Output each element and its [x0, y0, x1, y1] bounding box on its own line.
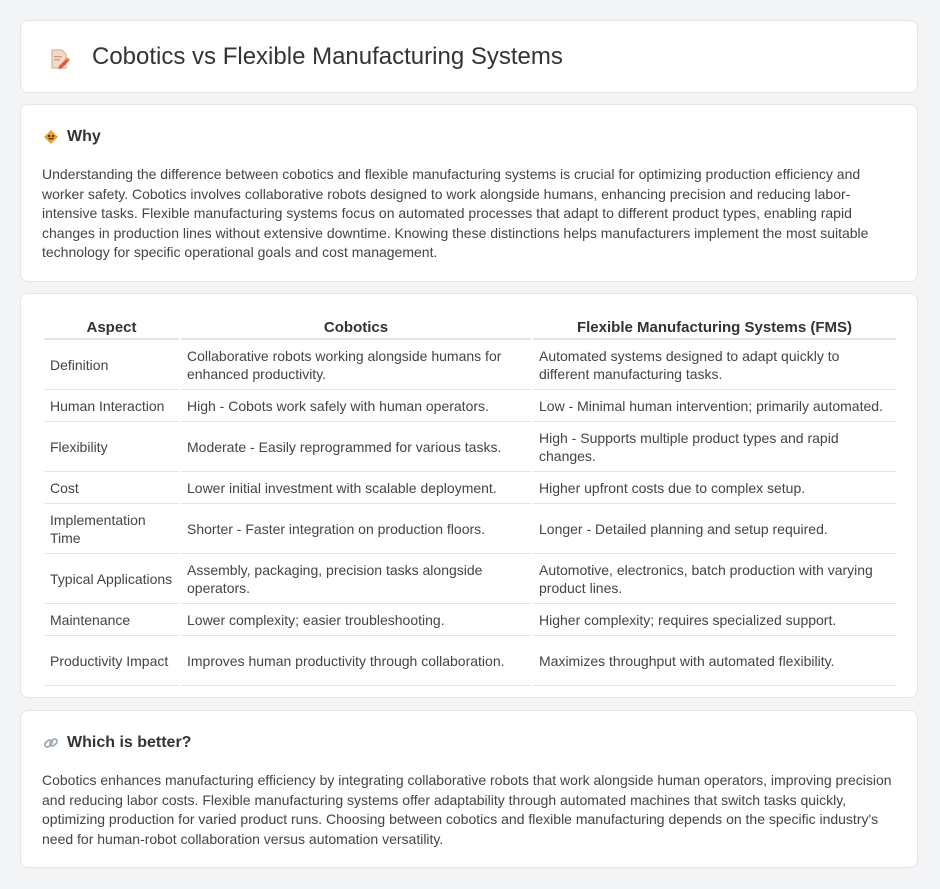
aspect-cell: Typical Applications — [44, 554, 179, 604]
comparison-table — [42, 316, 898, 686]
better-title: Which is better? — [67, 734, 192, 751]
page-title: Cobotics vs Flexible Manufacturing Systems — [92, 43, 563, 70]
fms-cell: Higher complexity; requires specialized support. — [533, 604, 896, 636]
title-card — [20, 20, 918, 93]
header-fms: Flexible Manufacturing Systems (FMS) — [533, 316, 896, 340]
fms-cell: Automotive, electronics, batch production with varying product lines. — [533, 554, 896, 604]
table-row — [44, 422, 896, 472]
why-section — [20, 104, 918, 282]
cobotics-cell: Shorter - Faster integration on production floors. — [181, 504, 531, 554]
cobotics-cell: Collaborative robots working alongside humans for enhanced productivity. — [181, 340, 531, 390]
better-heading — [43, 734, 191, 752]
table-row — [44, 604, 896, 636]
table-row — [44, 636, 896, 686]
aspect-cell: Implementation Time — [44, 504, 179, 554]
fms-cell: Higher upfront costs due to complex setup. — [533, 472, 896, 504]
table-row — [44, 340, 896, 390]
aspect-cell: Maintenance — [44, 604, 179, 636]
header-aspect: Aspect — [44, 316, 179, 340]
diamond-sign-icon — [43, 129, 59, 145]
cobotics-cell: Moderate - Easily reprogrammed for various tasks. — [181, 422, 531, 472]
aspect-cell: Cost — [44, 472, 179, 504]
why-title: Why — [67, 128, 101, 145]
fms-cell: Longer - Detailed planning and setup required. — [533, 504, 896, 554]
table-header-row — [44, 316, 896, 340]
aspect-cell: Definition — [44, 340, 179, 390]
table-row — [44, 504, 896, 554]
aspect-cell: Productivity Impact — [44, 636, 179, 686]
table-row — [44, 390, 896, 422]
fms-cell: Automated systems designed to adapt quickly to different manufacturing tasks. — [533, 340, 896, 390]
table-row — [44, 472, 896, 504]
fms-cell: Maximizes throughput with automated flexibility. — [533, 636, 896, 686]
cobotics-cell: Lower complexity; easier troubleshooting. — [181, 604, 531, 636]
fms-cell: Low - Minimal human intervention; primarily automated. — [533, 390, 896, 422]
comparison-section — [20, 293, 918, 698]
aspect-cell: Human Interaction — [44, 390, 179, 422]
link-icon — [43, 735, 59, 751]
table-row — [44, 554, 896, 604]
why-text: Understanding the difference between cobotics and flexible manufacturing systems is crucial for optimizing production efficiency and worker safety. Cobotics involves collaborative robots designed to work alongside humans, enhancing precision and reducing labor-intensive tasks. Flexible manufacturing systems focus on automated processes that adapt to different product types, enabling rapid changes in production lines without extensive downtime. Knowing these distinctions helps manufacturers implement the most suitable technology for specific operational goals and cost management. — [42, 166, 869, 260]
header-cobotics: Cobotics — [181, 316, 531, 340]
better-text: Cobotics enhances manufacturing efficiency by integrating collaborative robots that work alongside human operators, improving precision and reducing labor costs. Flexible manufacturing systems offer adaptability through automated machines that switch tasks quickly, optimizing production for varied product runs. Choosing between cobotics and flexible manufacturing depends on the specific industry's need for human-robot collaboration versus automation versatility. — [42, 772, 892, 847]
cobotics-cell: Improves human productivity through collaboration. — [181, 636, 531, 686]
document-edit-icon — [49, 48, 71, 70]
cobotics-cell: Assembly, packaging, precision tasks alongside operators. — [181, 554, 531, 604]
why-heading — [43, 128, 101, 146]
cobotics-cell: High - Cobots work safely with human operators. — [181, 390, 531, 422]
which-is-better-section — [20, 710, 918, 868]
cobotics-cell: Lower initial investment with scalable deployment. — [181, 472, 531, 504]
aspect-cell: Flexibility — [44, 422, 179, 472]
fms-cell: High - Supports multiple product types and rapid changes. — [533, 422, 896, 472]
